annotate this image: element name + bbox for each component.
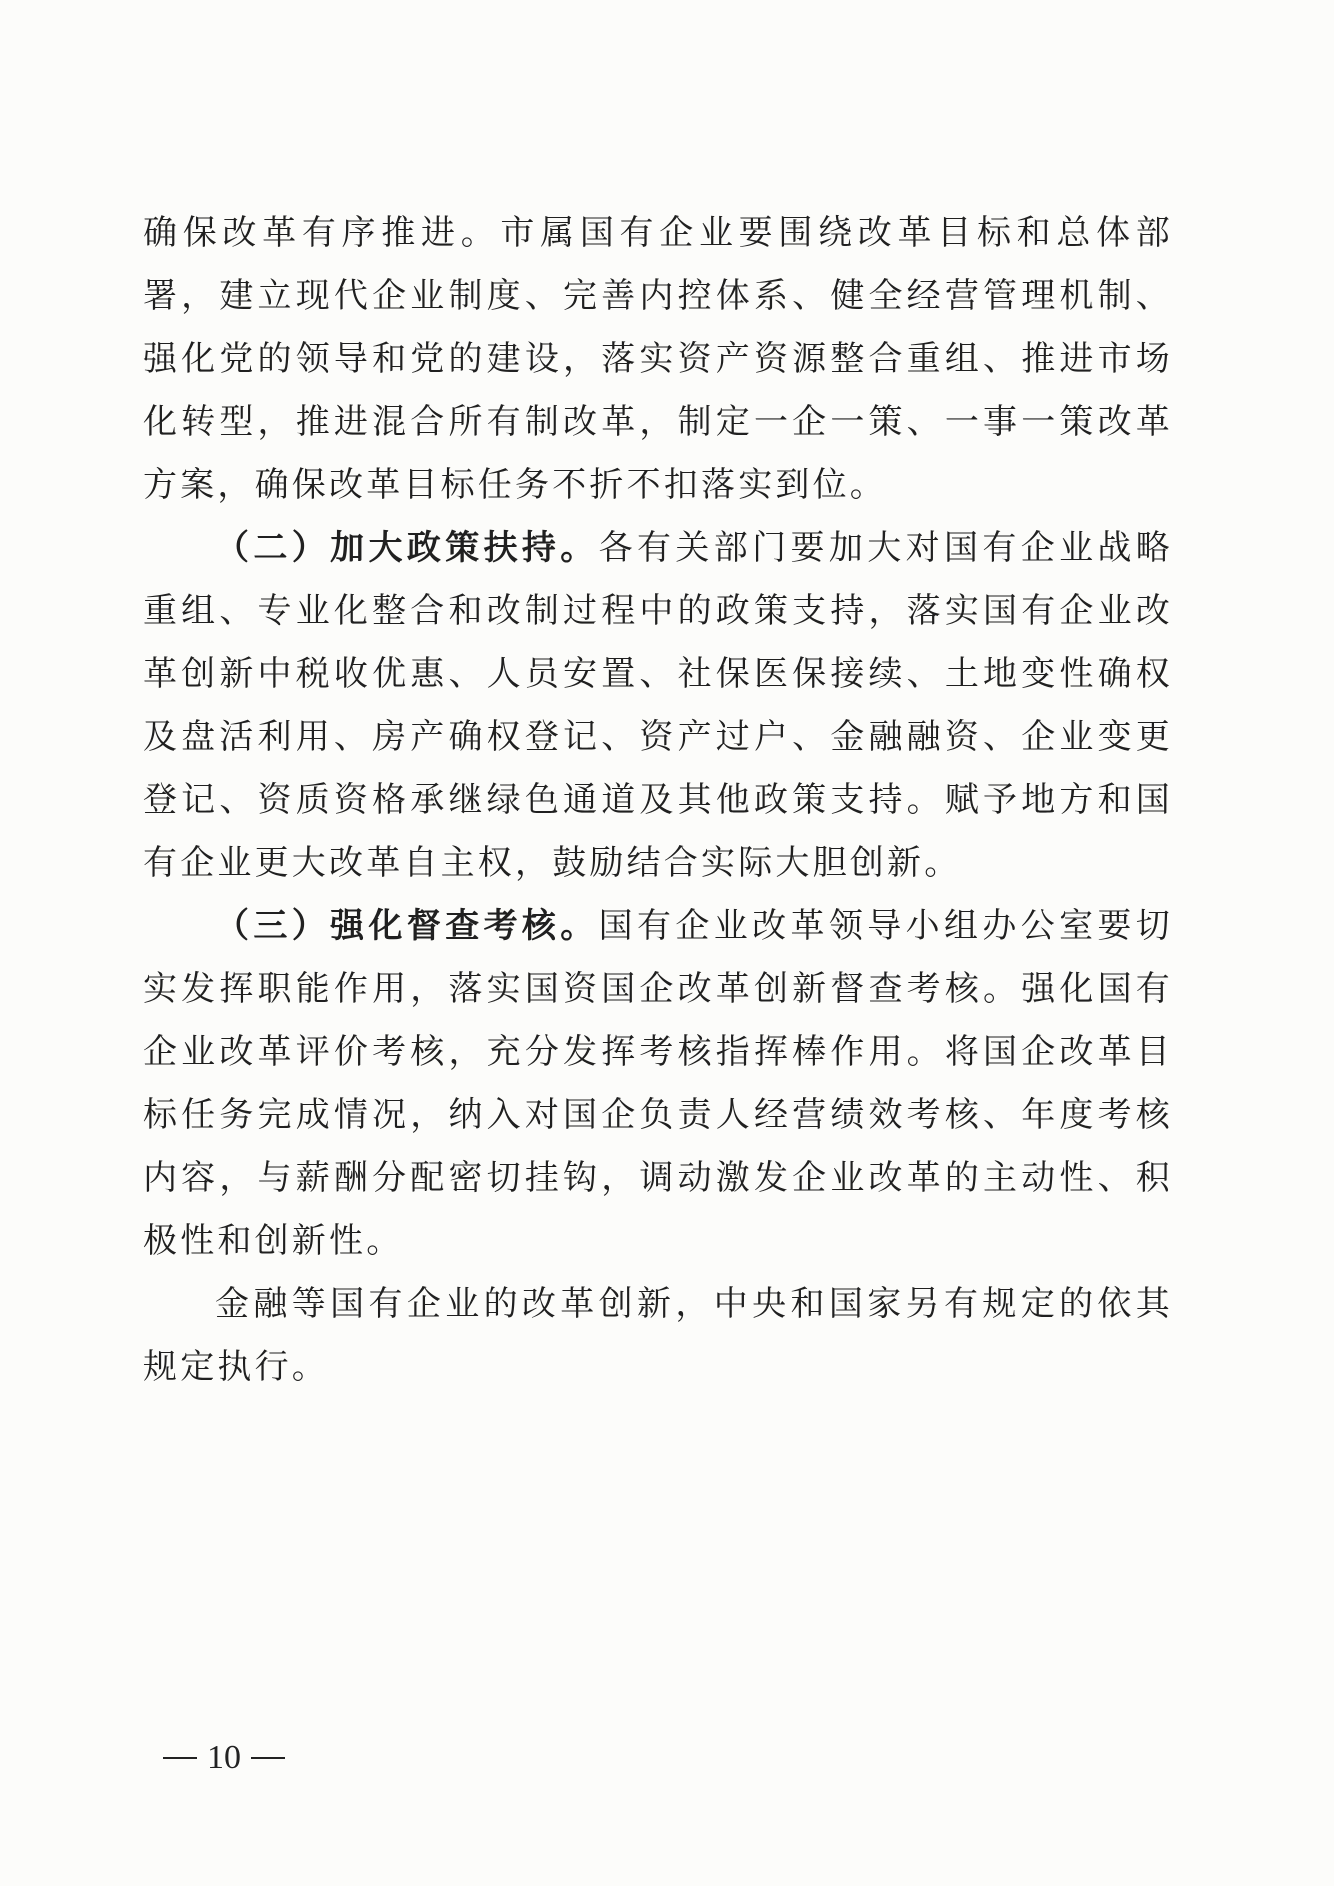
paragraph-2 [143,517,1173,895]
page-number-value: 10 [207,1739,241,1776]
paragraph-1 [143,202,1173,517]
paragraph-1-text: 确保改革有序推进。市属国有企业要围绕改革目标和总体部署，建立现代企业制度、完善内控体系、健全经营管理机制、强化党的领导和党的建设，落实资产资源整合重组、推进市场化转型，推进混合所有制改革，制定一企一策、一事一策改革方案，确保改革目标任务不折不扣落实到位。 [143,213,1173,505]
page-number-left-dash [163,1757,197,1759]
document-body [143,202,1173,1399]
page-number-right-dash [251,1757,285,1759]
page-number [163,1735,303,1780]
section-heading-policy-support: （二）加大政策扶持。 [215,528,599,568]
paragraph-4 [143,1273,1173,1399]
paragraph-4-text: 金融等国有企业的改革创新，中央和国家另有规定的依其规定执行。 [143,1284,1173,1387]
paragraph-2-text: 各有关部门要加大对国有企业战略重组、专业化整合和改制过程中的政策支持，落实国有企业改革创新中税收优惠、人员安置、社保医保接续、土地变性确权及盘活利用、房产确权登记、资产过户、金融融资、企业变更登记、资质资格承继绿色通道及其他政策支持。赋予地方和国有企业更大改革自主权，鼓励结合实际大胆创新。 [143,528,1174,883]
section-heading-supervision-assessment: （三）强化督查考核。 [215,906,599,946]
paragraph-3-text: 国有企业改革领导小组办公室要切实发挥职能作用，落实国资国企改革创新督查考核。强化国有企业改革评价考核，充分发挥考核指挥棒作用。将国企改革目标任务完成情况，纳入对国企负责人经营绩效考核、年度考核内容，与薪酬分配密切挂钩，调动激发企业改革的主动性、积极性和创新性。 [143,906,1174,1261]
paragraph-3 [143,895,1173,1273]
